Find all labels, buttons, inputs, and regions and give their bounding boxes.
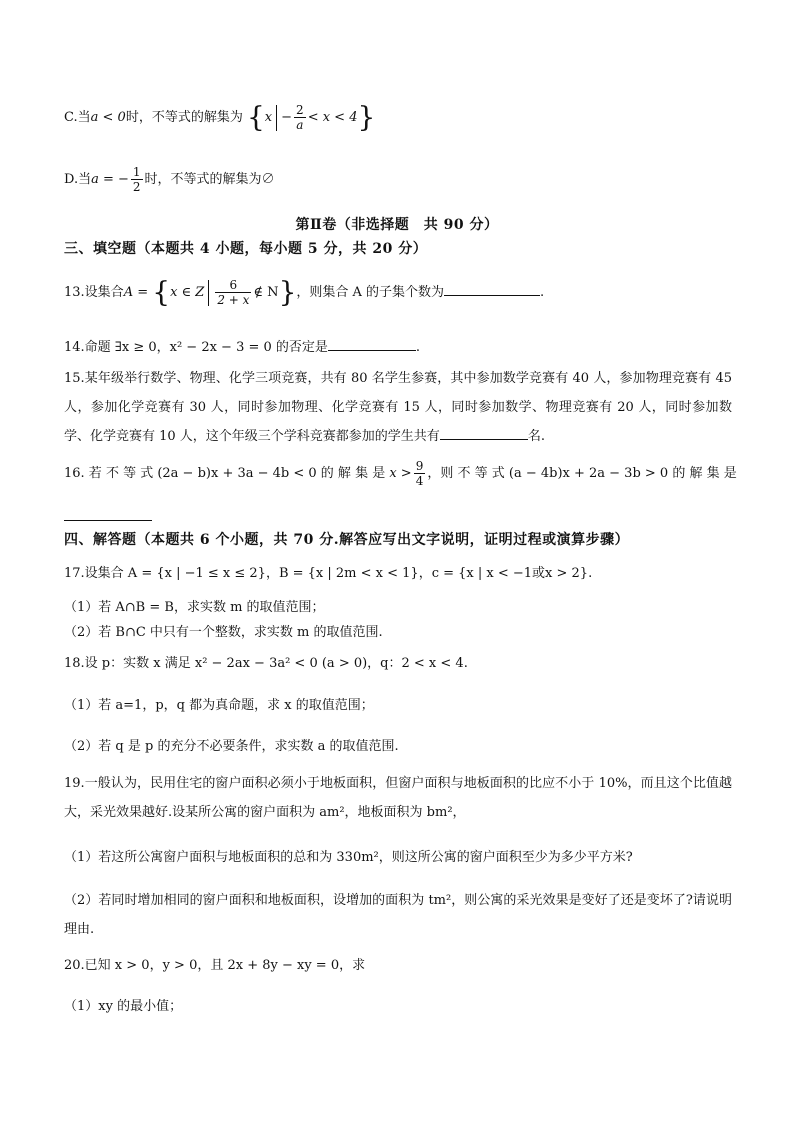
- fraction-denominator: 2: [132, 180, 141, 194]
- option-c-condition: a < 0: [90, 110, 126, 125]
- question-17-part-2: （2）若 B∩C 中只有一个整数，求实数 m 的取值范围.: [64, 625, 383, 640]
- option-c-fraction: [294, 103, 306, 132]
- option-c-set-right: < x < 4: [307, 110, 358, 125]
- set-bar: [276, 105, 277, 131]
- fraction-numerator: 2: [296, 103, 304, 117]
- q16-fraction: [414, 459, 426, 488]
- option-c-middle: 时，不等式的解集为: [125, 110, 243, 125]
- q13-prefix: 13.设集合: [64, 285, 124, 300]
- answer-blank[interactable]: [440, 425, 528, 440]
- question-13: [64, 275, 732, 309]
- right-brace: }: [357, 100, 376, 134]
- section-2-title: 第Ⅱ卷（非选择题 共 90 分）: [295, 217, 499, 233]
- question-19-part-2: （2）若同时增加相同的窗户面积和地板面积，设增加的面积为 tm²，则公寓的采光效果是变好了还是变坏了?请说明理由.: [64, 893, 732, 937]
- fraction-numerator: 1: [132, 165, 141, 179]
- question-17-part-1: （1）若 A∩B = B，求实数 m 的取值范围；: [64, 600, 325, 615]
- left-brace: {: [152, 275, 171, 309]
- fraction-denominator: 4: [415, 474, 424, 488]
- option-c-prefix: C.当: [64, 110, 91, 125]
- option-c: [64, 100, 732, 134]
- q13-fraction: [215, 278, 251, 307]
- q15-end: 名.: [527, 429, 545, 444]
- question-16: [64, 459, 737, 488]
- q13-set-var: x ∈ Z: [170, 285, 205, 300]
- right-brace: }: [278, 275, 297, 309]
- option-d: [64, 165, 732, 194]
- q13-set-lhs: A =: [123, 285, 153, 300]
- q16-post: ，则 不 等 式 (a − 4b)x + 2a − 3b > 0 的 解 集 是: [427, 466, 737, 481]
- q14-end: .: [415, 340, 421, 355]
- question-18-stem: 18.设 p：实数 x 满足 x² − 2ax − 3a² < 0 (a > 0)，q：2 < x < 4.: [64, 656, 468, 671]
- q16-prefix: 16. 若 不 等 式 (2a − b)x + 3a − 4b < 0 的 解 集 是: [64, 466, 386, 481]
- q13-end: .: [540, 285, 545, 300]
- fraction-numerator: 9: [415, 459, 424, 473]
- fraction-denominator: a: [296, 118, 304, 132]
- question-19-part-1: （1）若这所公寓窗户面积与地板面积的总和为 330m²，则这所公寓的窗户面积至少为多少平方米?: [64, 850, 633, 865]
- q13-post: ，则集合 A 的子集个数为: [296, 285, 445, 300]
- option-d-fraction: [131, 165, 143, 194]
- question-20-stem: 20.已知 x > 0，y > 0，且 2x + 8y − xy = 0，求: [64, 958, 366, 973]
- option-c-set-var: x: [264, 110, 273, 125]
- answer-blank[interactable]: [444, 281, 540, 296]
- q16-x-gt: x >: [389, 466, 412, 481]
- part-4-title: 四、解答题（本题共 6 个小题，共 70 分.解答应写出文字说明，证明过程或演算步骤）: [64, 532, 630, 548]
- question-15: [64, 364, 732, 451]
- left-brace: {: [246, 100, 265, 134]
- question-18-part-1: （1）若 a=1，p，q 都为真命题，求 x 的取值范围；: [64, 698, 374, 713]
- fraction-denominator: 2 + x: [217, 293, 250, 307]
- set-bar: [208, 280, 209, 306]
- part-3-title: 三、填空题（本题共 4 小题，每小题 5 分，共 20 分）: [64, 241, 428, 257]
- option-d-prefix: D.当: [64, 172, 92, 187]
- question-20-part-1: （1）xy 的最小值；: [64, 999, 183, 1014]
- answer-blank[interactable]: [64, 506, 152, 521]
- q13-set-right: ∉ N: [253, 285, 279, 300]
- question-19-stem: 19.一般认为，民用住宅的窗户面积必须小于地板面积，但窗户面积与地板面积的比应不小于 10%，而且这个比值越大，采光效果越好.设某所公寓的窗户面积为 am²，地板面积为 bm²，: [64, 776, 732, 820]
- q15-text: 15.某年级举行数学、物理、化学三项竞赛，共有 80 名学生参赛，其中参加数学竞赛有 40 人，参加物理竞赛有 45 人，参加化学竞赛有 30 人，同时参加物理、化学竞赛有 15 人，同时参加数学、物理竞赛有 20 人，同时参加数学、化学竞赛有 10 人，这个年级三个学科竞赛都参加的学生共有: [64, 371, 732, 444]
- q14-text: 14.命题 ∃x ≥ 0，x² − 2x − 3 = 0 的否定是: [64, 340, 328, 355]
- question-18-part-2: （2）若 q 是 p 的充分不必要条件，求实数 a 的取值范围.: [64, 739, 399, 754]
- option-d-condition: a = −: [91, 172, 129, 187]
- option-d-middle: 时，不等式的解集为∅: [144, 172, 275, 187]
- question-17-stem: 17.设集合 A = {x | −1 ≤ x ≤ 2}，B = {x | 2m < x < 1}，c = {x | x < −1或x > 2}.: [64, 566, 593, 581]
- option-c-neg: −: [281, 110, 293, 125]
- answer-blank[interactable]: [328, 336, 416, 351]
- question-14: [64, 335, 732, 361]
- fraction-numerator: 6: [215, 278, 251, 293]
